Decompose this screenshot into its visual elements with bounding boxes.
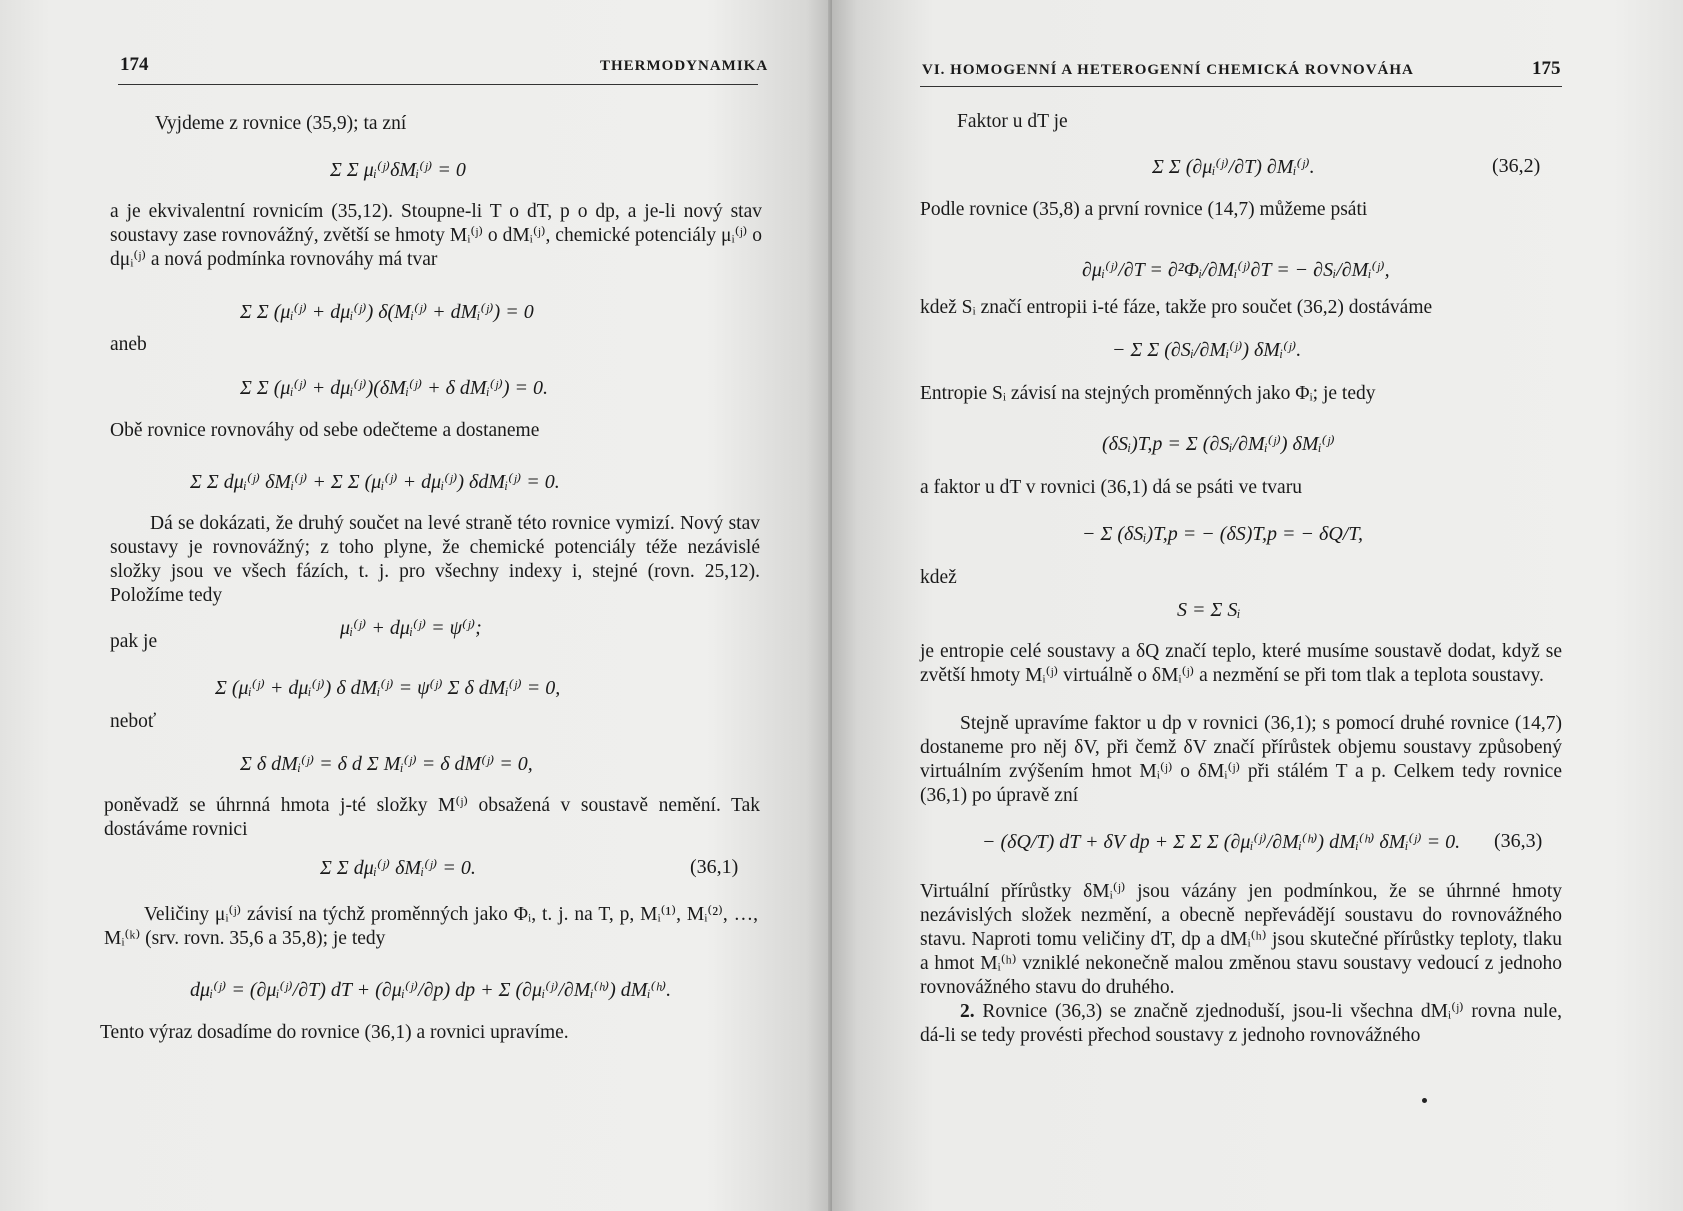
equation: Σ Σ (μᵢ⁽ʲ⁾ + dμᵢ⁽ʲ⁾) δ(Mᵢ⁽ʲ⁾ + dMᵢ⁽ʲ⁾) = 0 — [240, 301, 534, 323]
paragraph: aneb — [110, 334, 147, 355]
paragraph — [920, 1000, 1562, 1048]
paragraph: Dá se dokázati, že druhý součet na levé straně této rovnice vymizí. Nový stav soustavy je rovnovážný; z toho plyne, že chemické potenciály téže nezávislé složky jsou ve všech fázích, t. j. pro všechny indexy i, stejné (rovn. 25,12). Položíme tedy — [110, 513, 760, 606]
equation-number: (36,1) — [690, 856, 739, 878]
paragraph: pak je — [110, 631, 158, 652]
paragraph: Entropie Sᵢ závisí na stejných proměnných jako Φᵢ; je tedy — [920, 383, 1376, 404]
page-number: 174 — [120, 54, 149, 75]
paragraph: je entropie celé soustavy a δQ značí teplo, které musíme soustavě dodat, když se zvětší hmoty Mᵢ⁽ʲ⁾ virtuálně o δMᵢ⁽ʲ⁾ a nezmění se při tom tlak a teplota soustavy. — [920, 641, 1562, 686]
paragraph: a je ekvivalentní rovnicím (35,12). Stoupne-li T o dT, p o dp, a je-li nový stav soustavy zase rovnovážný, zvětší se hmoty Mᵢ⁽ʲ⁾ o dMᵢ⁽ʲ⁾, chemické potenciály μᵢ⁽ʲ⁾ o dμᵢ⁽ʲ⁾ a nová podmínka rovnováhy má tvar — [110, 201, 762, 270]
right-page — [832, 0, 1683, 1211]
equation: ∂μᵢ⁽ʲ⁾/∂T = ∂²Φᵢ/∂Mᵢ⁽ʲ⁾∂T = − ∂Sᵢ/∂Mᵢ⁽ʲ⁾, — [1082, 259, 1390, 281]
paragraph: Vyjdeme z rovnice (35,9); ta zní — [155, 113, 407, 134]
paragraph-text: Rovnice (36,3) se značně zjednoduší, jsou-li všechna dMᵢ⁽ʲ⁾ rovna nule, dá-li se tedy provésti přechod soustavy z jednoho rovnovážného — [920, 1001, 1562, 1046]
paragraph: Obě rovnice rovnováhy od sebe odečteme a dostaneme — [110, 420, 540, 441]
equation: − Σ Σ (∂Sᵢ/∂Mᵢ⁽ʲ⁾) δMᵢ⁽ʲ⁾. — [1112, 339, 1302, 361]
paragraph: Tento výraz dosadíme do rovnice (36,1) a rovnici upravíme. — [100, 1022, 569, 1043]
left-page — [0, 0, 832, 1211]
running-head: THERMODYNAMIKA — [600, 58, 769, 74]
paragraph: kdež Sᵢ značí entropii i-té fáze, takže pro součet (36,2) dostáváme — [920, 297, 1433, 318]
paragraph: neboť — [110, 711, 157, 732]
equation: Σ Σ (μᵢ⁽ʲ⁾ + dμᵢ⁽ʲ⁾)(δMᵢ⁽ʲ⁾ + δ dMᵢ⁽ʲ⁾) = 0. — [240, 377, 549, 399]
section-number: 2. — [960, 1001, 975, 1022]
paragraph: Stejně upravíme faktor u dp v rovnici (36,1); s pomocí druhé rovnice (14,7) dostaneme pro něj δV, při čemž δV značí přírůstek objemu soustavy způsobený virtuálním zvýšením hmot Mᵢ⁽ʲ⁾ o δMᵢ⁽ʲ⁾ při stálém T a p. Celkem tedy rovnice (36,1) po úpravě zní — [920, 713, 1562, 806]
equation-number: (36,3) — [1494, 830, 1543, 852]
equation-number: (36,2) — [1492, 155, 1541, 177]
equation: Σ Σ dμᵢ⁽ʲ⁾ δMᵢ⁽ʲ⁾ = 0. — [320, 857, 476, 879]
paragraph: Podle rovnice (35,8) a první rovnice (14,7) můžeme psáti — [920, 199, 1368, 220]
page-number: 175 — [1532, 58, 1561, 79]
paragraph: Veličiny μᵢ⁽ʲ⁾ závisí na týchž proměnných jako Φᵢ, t. j. na T, p, Mᵢ⁽¹⁾, Mᵢ⁽²⁾, …, Mᵢ⁽ᵏ⁾ (srv. rovn. 35,6 a 35,8); je tedy — [104, 904, 758, 949]
equation: Σ δ dMᵢ⁽ʲ⁾ = δ d Σ Mᵢ⁽ʲ⁾ = δ dM⁽ʲ⁾ = 0, — [240, 753, 533, 775]
equation: μᵢ⁽ʲ⁾ + dμᵢ⁽ʲ⁾ = ψ⁽ʲ⁾; — [340, 617, 482, 639]
paragraph: poněvadž se úhrnná hmota j-té složky M⁽ʲ⁾ obsažená v soustavě nemění. Tak dostáváme rovnici — [104, 795, 760, 840]
equation: S = Σ Sᵢ — [1177, 599, 1241, 621]
running-head: VI. HOMOGENNÍ A HETEROGENNÍ CHEMICKÁ ROVNOVÁHA — [922, 62, 1414, 78]
paragraph: kdež — [920, 567, 957, 588]
paragraph: a faktor u dT v rovnici (36,1) dá se psáti ve tvaru — [920, 477, 1302, 498]
ink-dot — [1422, 1098, 1427, 1103]
header-rule — [118, 84, 758, 85]
header-rule — [920, 86, 1562, 87]
equation: − (δQ/T) dT + δV dp + Σ Σ Σ (∂μᵢ⁽ʲ⁾/∂Mᵢ⁽ʰ⁾) dMᵢ⁽ʰ⁾ δMᵢ⁽ʲ⁾ = 0. — [982, 831, 1461, 853]
equation: Σ Σ (∂μᵢ⁽ʲ⁾/∂T) ∂Mᵢ⁽ʲ⁾. — [1152, 156, 1315, 178]
equation: Σ (μᵢ⁽ʲ⁾ + dμᵢ⁽ʲ⁾) δ dMᵢ⁽ʲ⁾ = ψ⁽ʲ⁾ Σ δ dMᵢ⁽ʲ⁾ = 0, — [215, 677, 561, 699]
paragraph: Virtuální přírůstky δMᵢ⁽ʲ⁾ jsou vázány jen podmínkou, že se úhrnné hmoty nezávislých složek nezmění, a obecně nepřevádějí soustavu do rovnovážného stavu. Naproti tomu veličiny dT, dp a dMᵢ⁽ʰ⁾ jsou skutečné přírůstky teploty, tlaku a hmot Mᵢ⁽ʰ⁾ vzniklé nekonečně malou změnou stavu soustavy vedoucí z jednoho rovnovážného stavu do druhého. — [920, 881, 1562, 998]
equation: dμᵢ⁽ʲ⁾ = (∂μᵢ⁽ʲ⁾/∂T) dT + (∂μᵢ⁽ʲ⁾/∂p) dp + Σ (∂μᵢ⁽ʲ⁾/∂Mᵢ⁽ʰ⁾) dMᵢ⁽ʰ⁾. — [190, 979, 672, 1001]
equation: (δSᵢ)T,p = Σ (∂Sᵢ/∂Mᵢ⁽ʲ⁾) δMᵢ⁽ʲ⁾ — [1102, 433, 1335, 455]
equation: Σ Σ μᵢ⁽ʲ⁾δMᵢ⁽ʲ⁾ = 0 — [330, 159, 466, 181]
paragraph: Faktor u dT je — [957, 111, 1068, 132]
equation: − Σ (δSᵢ)T,p = − (δS)T,p = − δQ/T, — [1082, 523, 1363, 545]
equation: Σ Σ dμᵢ⁽ʲ⁾ δMᵢ⁽ʲ⁾ + Σ Σ (μᵢ⁽ʲ⁾ + dμᵢ⁽ʲ⁾) δdMᵢ⁽ʲ⁾ = 0. — [190, 471, 560, 493]
